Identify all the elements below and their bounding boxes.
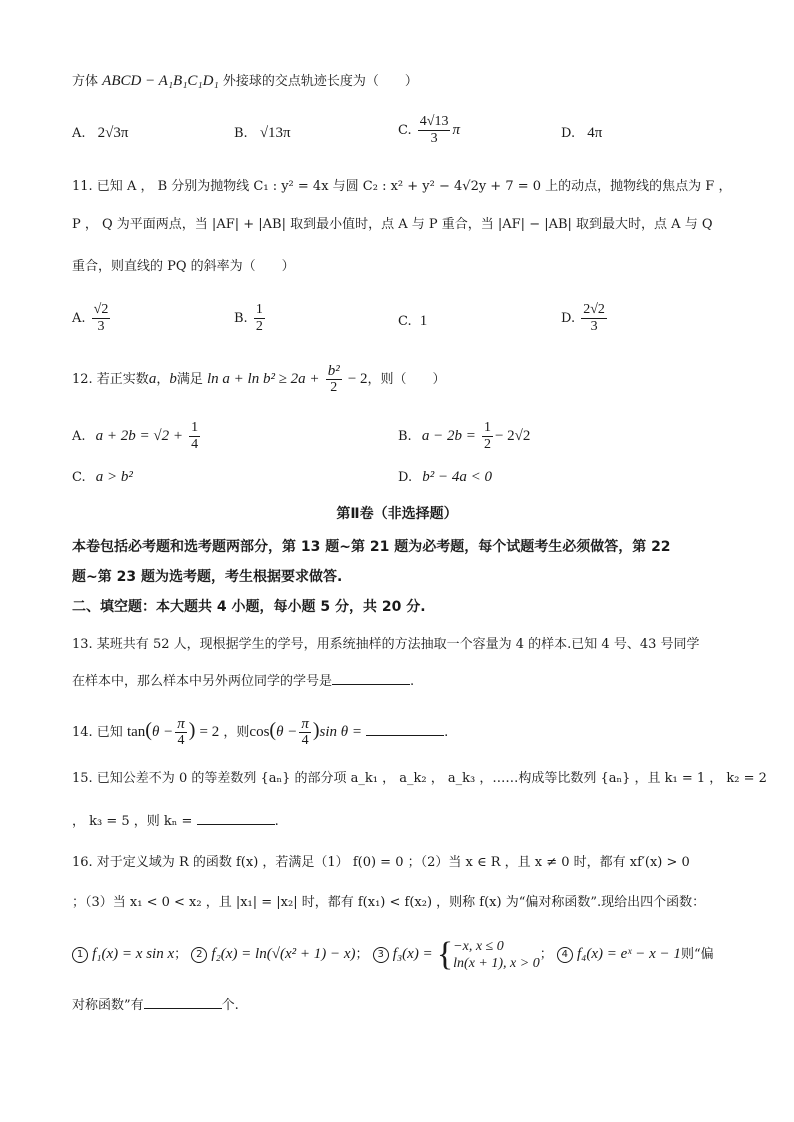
fraction-numerator: 1 [255,302,263,317]
q10-option-a[interactable] [72,122,128,145]
q16-functions: 1 f₁(x) = x sin x； 2 f₂(x) = ln(√(x² + 1) − x)； 3 f₃(x) = { −x, x ≤ 0 ln(x + 1), x > 0 ； 4 f₄(x) = eˣ − x − 1则“偏 [72,934,738,975]
cos-fn: cos [249,724,270,740]
sin-theta: sin θ = [319,724,363,740]
part-ii-title: 第Ⅱ卷（非选择题） [336,506,458,522]
option-expression: a + 2b = √2 + [95,428,184,444]
theta-minus: θ − [151,724,174,740]
q12-mid: 满足 [176,372,203,387]
q12-option-d[interactable] [398,466,492,489]
option-label: C. [398,123,412,138]
q16-line-4 [72,994,738,1017]
option-suffix: π [452,122,460,138]
option-value: 4π [587,125,603,141]
function-f1: f₁(x) = x sin x [92,946,175,962]
period: . [410,674,415,689]
equals-two: = 2 [199,724,220,740]
option-expression: a − 2b = [421,428,476,444]
option-label: C. [72,470,86,485]
brace-glyph: { [436,935,454,973]
option-label: A. [72,311,86,326]
q11-line-2: P ， Q 为平面两点，当 |AF| + |AB| 取到最小值时，点 A 与 P 重合，当 |AF| − |AB| 取到最大时，点 A 与 Q [72,217,713,232]
fraction-numerator: 2√2 [583,302,605,317]
fraction-numerator: b² [327,363,340,379]
q12-post: ，则（ ） [367,372,446,387]
fraction-denominator: 3 [590,319,598,334]
part-ii-note-line-2: 题~第 23 题为选考题，考生根据要求做答. [72,569,343,585]
q15-line-2 [72,810,738,833]
fraction [581,302,607,335]
option-value: a > b² [95,469,133,485]
circled-number-3: 3 [373,947,389,963]
q16-tail: 则“偏 [680,947,714,962]
var-a: a [148,371,157,387]
function-f2: f₂(x) = ln(√(x² + 1) − x) [211,946,356,962]
option-label: A. [72,429,86,444]
q12-stem [72,363,738,396]
option-label: C. [398,314,412,329]
fraction-denominator: 4 [177,733,185,748]
fraction-numerator: 4√13 [419,114,449,129]
var-b: b [169,371,177,387]
option-label: B. [398,429,412,444]
section-heading-fill-in: 二、填空题：本大题共 4 小题，每小题 5 分，共 20 分. [72,599,426,615]
fraction-denominator: 2 [330,380,338,395]
comma: ， [156,372,170,387]
period: . [274,814,279,829]
q12-option-a[interactable] [72,420,202,453]
q16-end: 个. [221,998,239,1013]
tan-fn: tan [126,724,146,740]
case-2: ln(x + 1), x > 0 [453,955,540,971]
q10-text-pre: 方体 [72,74,99,89]
q11-line-1: 11. 已知 A ， B 分别为抛物线 C₁ : y² = 4x 与圆 C₂ : x² + y² − 4√2y + 7 = 0 上的动点，抛物线的焦点为 F ， [72,179,732,194]
fraction [254,302,265,335]
fraction-denominator: 2 [483,437,491,452]
q11-option-a[interactable] [72,302,112,335]
piecewise-cases [453,938,540,972]
q12-option-b[interactable] [398,420,530,453]
q16-line-2: ；（3）当 x₁ < 0 < x₂ ，且 |x₁| = |x₂| 时，都有 f(x₁) < f(x₂) ，则称 f(x) 为“偏对称函数”.现给出四个函数： [72,895,706,910]
fraction [482,420,493,453]
q16-text: 对称函数”有 [72,998,144,1013]
q10-option-c[interactable] [398,114,460,147]
option-label: B. [234,126,248,141]
fraction-numerator: 1 [191,420,199,435]
fraction [175,716,187,749]
q14-pre: 14. 已知 [72,725,123,740]
option-label: D. [561,126,576,141]
q13-text: 在样本中，那么样本中另外两位同学的学号是 [72,674,333,689]
case-1: −x, x ≤ 0 [453,938,504,954]
fraction-numerator: √2 [93,302,109,317]
q11-option-c[interactable] [398,310,427,333]
option-value: 1 [419,313,428,329]
q12-inequality-left: ln a + ln b² ≥ 2a + [206,371,320,387]
q13-answer-blank[interactable] [332,670,410,685]
fraction-denominator: 4 [191,437,199,452]
q12-option-c[interactable] [72,466,133,489]
q10-cube-name: ABCD − A₁B₁C₁D₁ [102,73,219,89]
q14-answer-blank[interactable] [366,721,444,736]
fraction-denominator: 3 [430,131,438,146]
option-label: D. [398,470,413,485]
theta-minus: θ − [276,724,298,740]
q12-inequality-right: − 2 [347,371,368,387]
q11-option-d[interactable] [561,302,609,335]
q10-option-b[interactable] [234,122,291,145]
piecewise-brace [436,935,540,973]
fraction-numerator: 1 [483,420,491,435]
fraction-denominator: 4 [301,733,309,748]
q13-line-1: 13. 某班共有 52 人，现根据学生的学号，用系统抽样的方法抽取一个容量为 4 的样本.已知 4 号、43 号同学 [72,637,700,652]
q14-stem [72,710,738,753]
paren-close: ) [312,719,320,741]
q15-line-1: 15. 已知公差不为 0 的等差数列 {aₙ} 的部分项 a_k₁ ， a_k₂ ， a_k₃ ，……构成等比数列 {aₙ} ，且 k₁ = 1 ， k₂ = 2 [72,771,767,786]
q13-line-2 [72,670,738,693]
q11-option-b[interactable] [234,302,267,335]
q12-pre: 12. 若正实数 [72,372,149,387]
q10-option-d[interactable] [561,122,602,145]
fraction [299,716,311,749]
fraction [418,114,451,147]
q16-line-1: 16. 对于定义域为 R 的函数 f(x) ，若满足（1） f(0) = 0 ；（2）当 x ∈ R ，且 x ≠ 0 时，都有 xf′(x) > 0 [72,855,690,870]
circled-number-2: 2 [191,947,207,963]
q14-mid: ，则 [223,725,250,740]
part-ii-note-line-1: 本卷包括必考题和选考题两部分，第 13 题~第 21 题为必考题，每个试题考生必须做答，第 22 [72,539,671,555]
option-value: b² − 4a < 0 [422,469,492,485]
option-label: A. [72,126,86,141]
fraction-denominator: 2 [255,319,263,334]
q11-line-3: 重合，则直线的 PQ 的斜率为（ ） [72,259,295,274]
q16-answer-blank[interactable] [144,994,222,1009]
q10-text-post: 外接球的交点轨迹长度为（ ） [222,74,418,89]
option-value: 2√3π [97,125,129,141]
fraction-denominator: 3 [97,319,105,334]
q15-text: ， k₃ = 5 ，则 kₙ = [72,814,193,829]
option-label: D. [561,311,576,326]
circled-number-1: 1 [72,947,88,963]
option-expression-right: − 2√2 [494,428,531,444]
fraction [326,363,342,396]
fraction-numerator: π [177,716,185,732]
function-f4: f₄(x) = eˣ − x − 1 [576,946,681,962]
circled-number-4: 4 [557,947,573,963]
fraction-numerator: π [301,716,309,732]
fraction [189,420,200,453]
option-value: √13π [259,125,291,141]
paren-open: ( [269,719,277,741]
q15-answer-blank[interactable] [197,810,275,825]
paren-open: ( [145,719,152,741]
function-f3-name: f₃(x) = [392,946,433,962]
paren-close: ) [188,719,196,741]
q10-stem [72,70,738,93]
option-label: B. [234,311,248,326]
fraction [92,302,111,335]
period: . [444,725,449,740]
